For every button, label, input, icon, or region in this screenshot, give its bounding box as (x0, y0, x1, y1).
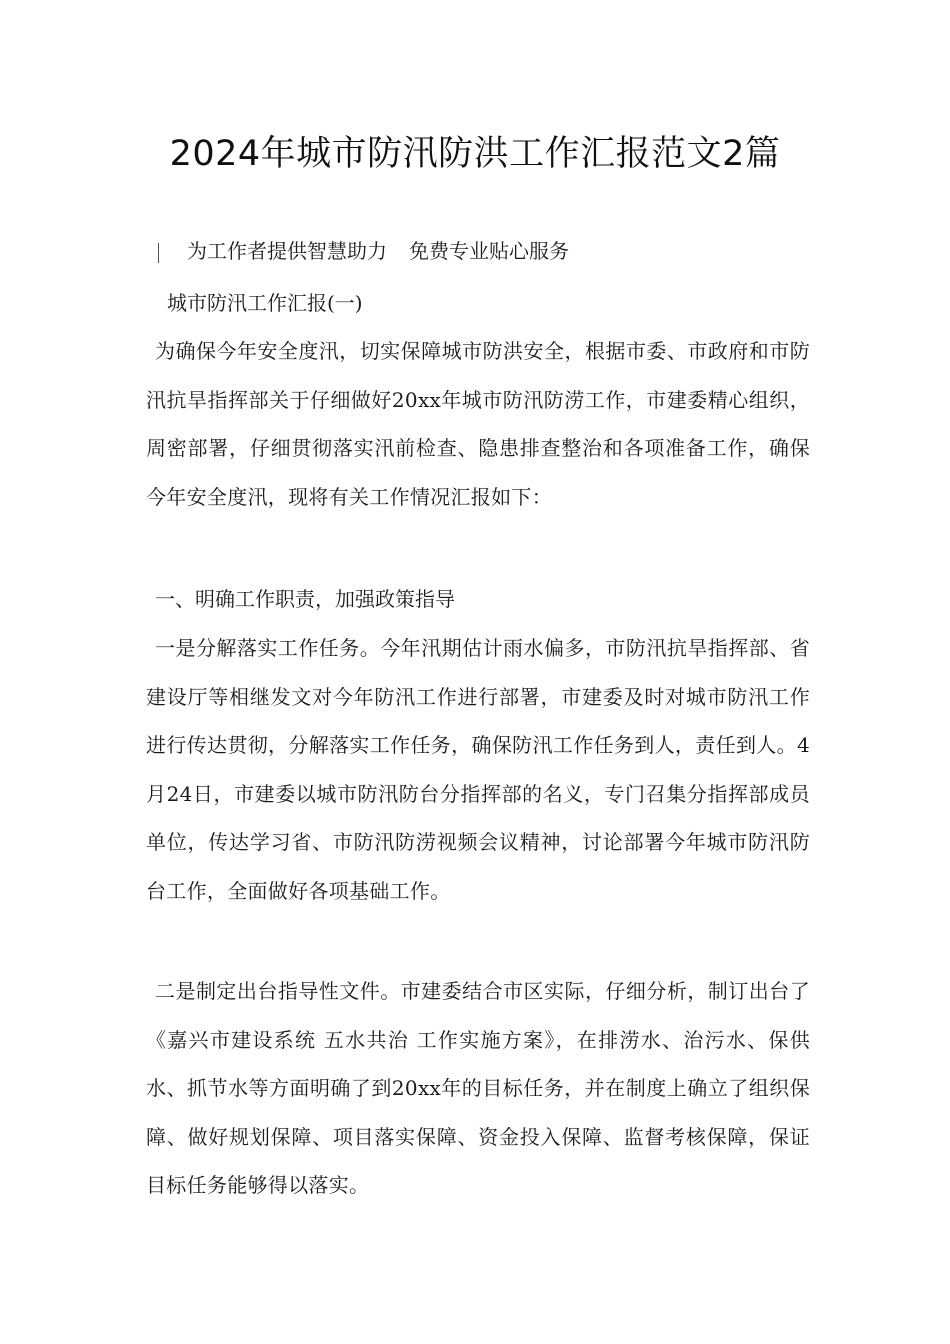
paragraph-2: 二是制定出台指导性文件。市建委结合市区实际，仔细分析，制订出台了《嘉兴市建设系统 五水共治 工作实施方案》，在排涝水、治污水、保供水、抓节水等方面明确了到20xx年的目标任务，并在制度上确立了组织保障、做好规划保障、项目落实保障、资金投入保障、监督考核保障，保证目标任务能够得以落实。 (146, 979, 810, 1198)
document-title: 2024年城市防汛防洪工作汇报范文2篇 (169, 134, 781, 174)
report-subtitle: 城市防汛工作汇报(一) (167, 291, 363, 315)
tagline (158, 235, 569, 267)
tagline-text-2: 免费专业贴心服务 (409, 239, 569, 263)
divider-bar (158, 243, 159, 263)
section-heading: 一、明确工作职责，加强政策指导 (155, 587, 455, 611)
tagline-text-1: 为工作者提供智慧助力 (187, 239, 387, 263)
intro-paragraph: 为确保今年安全度汛，切实保障城市防洪安全，根据市委、市政府和市防汛抗旱指挥部关于仔细做好20xx年城市防汛防涝工作，市建委精心组织，周密部署，仔细贯彻落实汛前检查、隐患排查整治和各项准备工作，确保今年安全度汛，现将有关工作情况汇报如下： (146, 339, 810, 509)
paragraph-1: 一是分解落实工作任务。今年汛期估计雨水偏多，市防汛抗旱指挥部、省建设厅等相继发文对今年防汛工作进行部署，市建委及时对城市防汛工作进行传达贯彻，分解落实工作任务，确保防汛工作任务到人，责任到人。4月24日，市建委以城市防汛防台分指挥部的名义，专门召集分指挥部成员单位，传达学习省、市防汛防涝视频会议精神，讨论部署今年城市防汛防台工作，全面做好各项基础工作。 (146, 636, 810, 903)
